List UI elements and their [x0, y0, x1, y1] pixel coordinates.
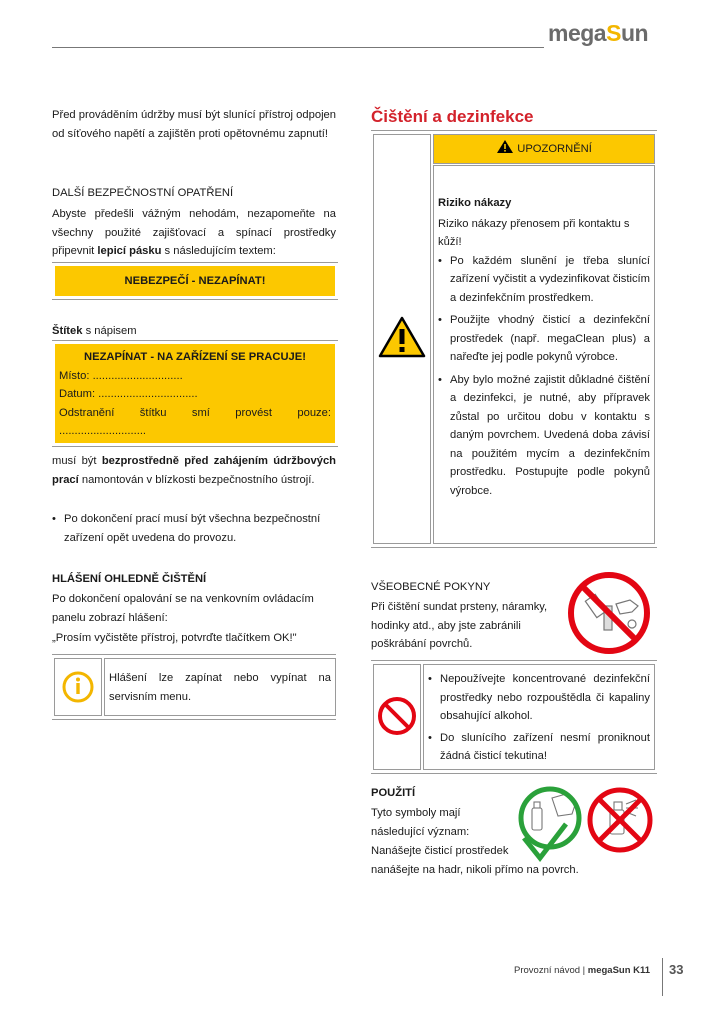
prohibition-box	[371, 660, 657, 774]
danger-tape-label: NEBEZPEČÍ - NEZAPÍNAT!	[55, 266, 335, 296]
use-text-4: nanášejte na hadr, nikoli přímo na povrch.	[371, 864, 579, 876]
warning-small-icon	[496, 139, 514, 154]
warning-label-dots: ............................	[59, 425, 147, 437]
no-direct-spray-icon	[586, 782, 658, 858]
info-text: Hlášení lze zapínat nebo vypínat na servisním menu.	[109, 672, 331, 703]
warning-icon-cell	[373, 134, 431, 544]
brand-logo: megaSun	[548, 20, 649, 46]
warning-header-content	[434, 135, 654, 163]
risk-bullet: • Aby bylo možné zajistit důkladné čištění a dezinfekci, je nutné, aby přípravek zůstal po určitou dobu v kontaktu s daným povrchem. Uvedená doba závisí na použitém mycím a dezinfekčním prostředku. Postupujte podle pokynů výrobce.	[438, 371, 650, 501]
safety-paragraph: Abyste předešli vážným nehodám, nezapomeňte na všechny použité zajišťovací a spínací prostředky připevnit lepicí pásku s následujícím textem:	[52, 208, 336, 257]
warning-triangle-icon	[378, 315, 426, 359]
info-text-cell	[104, 658, 336, 716]
footer-divider	[662, 958, 663, 996]
warning-box	[371, 130, 657, 548]
warning-label-place: Místo: .............................	[59, 369, 183, 382]
prohibition-bullet: • Nepoužívejte koncentrované dezinfekční prostředky nebo rozpouštědla či kapaliny obsahující alkohol.	[428, 670, 650, 726]
prohibition-icon-cell	[373, 664, 421, 770]
general-text: Při čištění sundat prsteny, náramky, hodinky atd., aby jste zabránili poškrábání povrchů.	[371, 601, 548, 650]
general-heading: VŠEOBECNÉ POKYNY	[371, 581, 491, 593]
warning-label-frame	[52, 340, 338, 447]
warning-body	[433, 165, 655, 544]
warning-header	[433, 134, 655, 164]
cleaning-msg-heading: HLÁŠENÍ OHLEDNĚ ČIŠTĚNÍ	[52, 573, 207, 585]
cleaning-msg-quote: „Prosím vyčistěte přístroj, potvrďte tlačítkem OK!"	[52, 632, 297, 644]
use-heading: POUŽITÍ	[371, 787, 416, 799]
info-icon	[55, 659, 101, 715]
page-number: 33	[669, 962, 684, 977]
intro-paragraph: Před prováděním údržby musí být slunící přístroj odpojen od síťového napětí a zajištěn proti opětovnému zapnutí!	[52, 109, 336, 140]
danger-tape-frame	[52, 262, 338, 300]
use-text-2: následující význam:	[371, 826, 470, 838]
warning-label	[55, 344, 335, 443]
risk-text: Riziko nákazy přenosem při kontaktu s kůží!	[438, 217, 630, 248]
restore-bullet: • Po dokončení prací musí být všechna bezpečnostní zařízení opět uvedena do provozu.	[52, 510, 336, 547]
info-icon-cell	[54, 658, 102, 716]
section-title: Čištění a dezinfekce	[371, 107, 534, 126]
prohibition-icon	[376, 695, 418, 737]
warning-header-label: UPOZORNĚNÍ	[517, 143, 592, 155]
risk-heading: Riziko nákazy	[438, 197, 512, 209]
warning-label-title: NEZAPÍNAT - NA ZAŘÍZENÍ SE PRACUJE!	[84, 351, 306, 363]
use-text-3: Nanášejte čisticí prostředek	[371, 845, 509, 857]
no-jewelry-icon	[564, 568, 654, 658]
prohibition-text-cell	[423, 664, 655, 770]
footer-doc: Provozní návod | megaSun K11	[514, 965, 651, 976]
info-box	[52, 654, 336, 720]
warning-label-date: Datum: ................................	[59, 388, 198, 400]
risk-bullet: • Použijte vhodný čisticí a dezinfekční prostředek (např. megaClean plus) a nařeďte jej podle pokynů výrobce.	[438, 311, 650, 367]
risk-bullet: • Po každém slunění je třeba slunící zařízení vyčistit a vydezinfikovat čisticím a dezinfekčním prostředkem.	[438, 252, 650, 308]
stitek-caption: Štítek s nápisem	[52, 325, 137, 337]
risk-bullet-list	[438, 252, 650, 501]
use-text-1: Tyto symboly mají	[371, 807, 461, 819]
prohibition-bullet-list	[424, 665, 654, 766]
prohibition-bullet: • Do slunícího zařízení nesmí proniknout žádná čisticí tekutina!	[428, 729, 650, 766]
safety-heading: DALŠÍ BEZPEČNOSTNÍ OPATŘENÍ	[52, 187, 234, 199]
warning-label-remove: Odstranění štítku smí provést pouze:	[59, 406, 331, 419]
cloth-ok-icon	[516, 780, 586, 864]
header-rule	[52, 47, 544, 48]
restore-bullet-list	[52, 510, 336, 547]
cleaning-msg-text: Po dokončení opalování se na venkovním ovládacím panelu zobrazí hlášení:	[52, 593, 314, 624]
mount-paragraph: musí být bezprostředně před zahájením údržbových prací namontován v blízkosti bezpečnostního ústrojí.	[52, 455, 336, 486]
